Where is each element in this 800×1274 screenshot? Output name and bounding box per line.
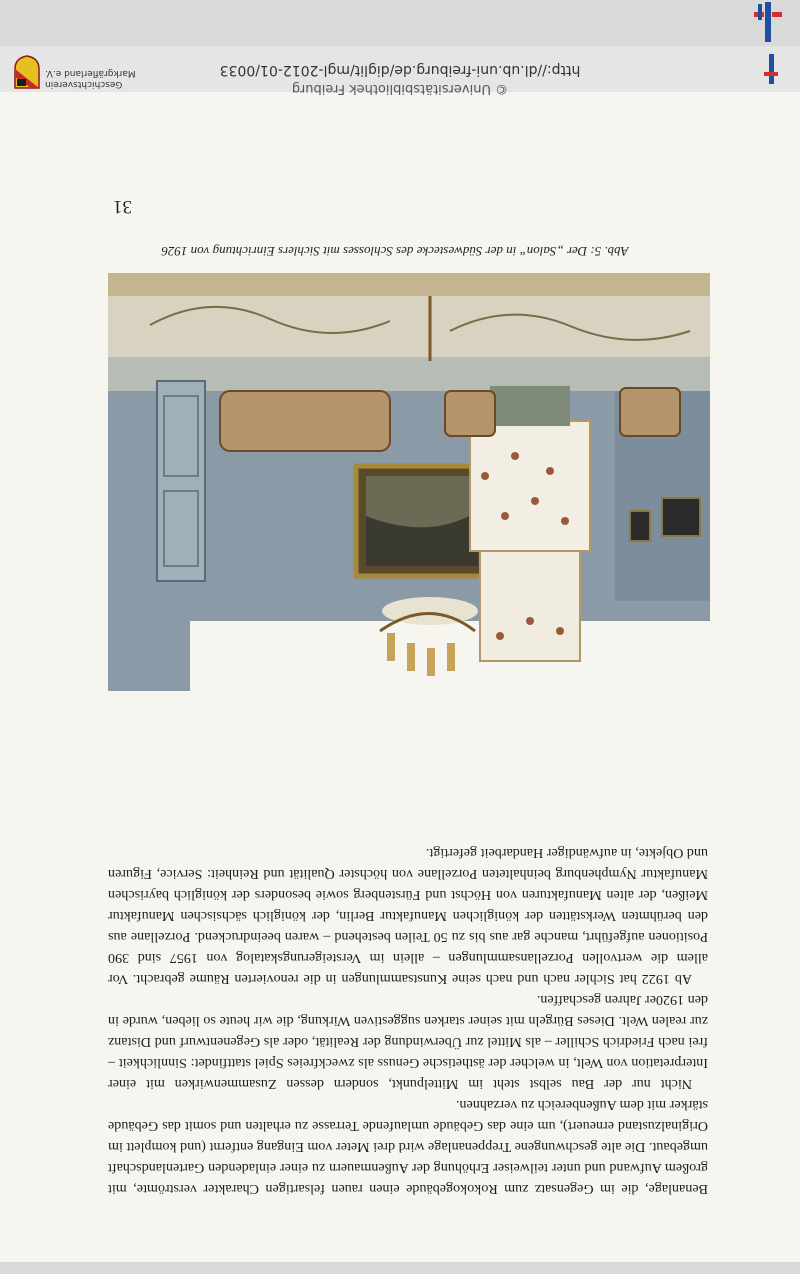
footer-url[interactable]: http://dl.ub.uni-freiburg.de/diglit/mgl-2012-01/0033 — [219, 62, 581, 78]
document-logo-icon — [748, 2, 788, 42]
paragraph-1: Benanlage, die im Gegensatz zum Rokokogebäude einen rauen felsartigen Charakter verströmte, mit großem Aufwand und unter teilweiser Erhöhung der Außenmauern zu einer einladenden Gartenlandschaft umgebaut. Die alte geschwungene Treppenanlage wird drei Meter vom Eingang entfernt (und komplett im Originalzustand erneuert), um eine das Gebäude umlaufende Terrasse zu erhalten und somit das Gebäude stärker mit dem Außenbereich zu verzahnen. — [108, 1097, 708, 1197]
salon-photo — [108, 273, 710, 691]
paragraph-2: Nicht nur der Bau selbst steht im Mittelpunkt, sondern dessen Zusammenwirken mit einer Interpretation von Welt, in welcher der ästhetische Genuss als zweckfreies Spiel stattfindet: Sinnlichkeit – frei nach Friedrich Schiller – als Mittel zur Überwindung der Realität, oder als Gegenentwurf und Distanz zur realen Welt. Dieses Bürgeln mit seiner starken suggestiven Wirkung, die wir heute so lieben, wurde in den 1920er Jahren geschaffen. — [108, 992, 708, 1092]
salon-photo-image — [108, 273, 710, 691]
body-text — [108, 842, 708, 1199]
association-crest-icon — [14, 55, 40, 89]
viewer-toolbar — [0, 0, 800, 46]
page-number: 31 — [113, 196, 132, 217]
figure-caption: Abb. 5: Der „Salon“ in der Südwestecke des Schlosses mit Sichlers Einrichtung von 1926 — [161, 244, 629, 259]
association-name: Geschichtsverein — [45, 79, 123, 89]
footer-association — [45, 67, 165, 89]
document-page — [0, 46, 800, 1262]
viewer-bottom-bar — [0, 1262, 800, 1274]
association-region: Markgräflerland e.V. — [45, 68, 136, 78]
paragraph-3: Ab 1922 hat Sichler nach und nach seine Kunstsammlungen in die renovierten Räume gebracht. Vor allem die wertvollen Porzellansammlungen – allein im Versteigerungskatalog von 1957 sind 390 Positionen aufgeführt, manche gar aus bis zu 50 Teilen bestehend – waren beeindruckend. Porzellane aus den berühmten Werkstätten der königlichen Manufaktur Berlin, der königlich sächsischen Manufaktur Meißen, der alten Manufakturen von Höchst und Fürstenberg sowie besonders der königlich bayrischen Manufaktur Nymphenburg beinhalteten Porzellane von höchster Qualität und Reinheit: Service, Figuren und Objekte, in aufwändiger Handarbeit gefertigt. — [108, 845, 708, 987]
rotated-page-content — [0, 46, 800, 1262]
footer-copyright: © Universitätsbibliothek Freiburg — [291, 81, 509, 96]
